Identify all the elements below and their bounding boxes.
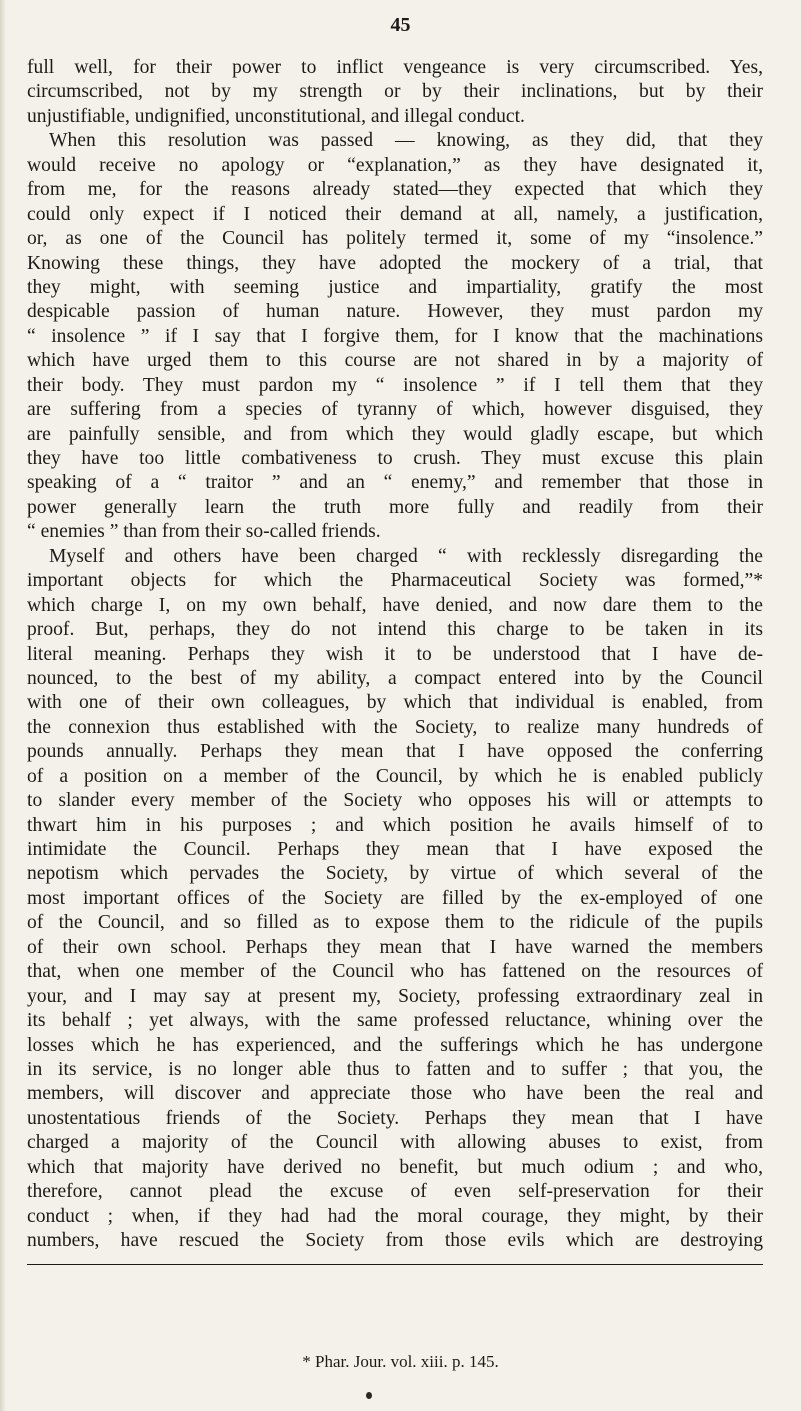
text-line: they have too little combativeness to crush. They must excuse this plain (27, 448, 763, 469)
text-line: nounced, to the best of my ability, a compact entered into by the Council (27, 667, 763, 689)
text-line: full well, for their power to inflict vengeance is very circumscribed. Yes, (27, 57, 763, 78)
text-line: could only expect if I noticed their demand at all, namely, a justification, (27, 203, 763, 225)
text-line: most important offices of the Society are filled by the ex-employed of one (27, 887, 763, 909)
text-line: their body. They must pardon my “ insolence ” if I tell them that they (27, 374, 763, 396)
text-line: which that majority have derived no benefit, but much odium ; and who, (27, 1156, 763, 1178)
text-line: Knowing these things, they have adopted the mockery of a trial, that (27, 252, 763, 274)
text-line: important objects for which the Pharmaceutical Society was formed,”* (27, 570, 763, 592)
text-line: proof. But, perhaps, they do not intend this charge to be taken in its (27, 619, 763, 641)
text-line: of a position on a member of the Council, by which he is enabled publicly (27, 765, 763, 787)
text-line: members, will discover and appreciate those who have been the real and (27, 1083, 763, 1105)
text-line: are suffering from a species of tyranny of which, however disguised, they (27, 399, 763, 421)
text-line: despicable passion of human nature. However, they must pardon my (27, 301, 763, 323)
body-text (27, 56, 763, 1253)
text-line: unjustifiable, undignified, unconstitutional, and illegal conduct. (27, 105, 525, 127)
text-line: pounds annually. Perhaps they mean that I have opposed the conferring (27, 741, 763, 763)
text-line: your, and I may say at present my, Society, professing extraordinary zeal in (27, 985, 763, 1007)
text-line: of their own school. Perhaps they mean that I have warned the members (27, 936, 763, 958)
text-line: Myself and others have been charged “ with recklessly disregarding the (49, 545, 763, 567)
text-line: power generally learn the truth more fully and readily from their (27, 496, 763, 518)
text-line: therefore, cannot plead the excuse of even self-preservation for their (27, 1181, 763, 1203)
text-line: circumscribed, not by my strength or by their inclinations, but by their (27, 81, 763, 103)
text-line: losses which he has experienced, and the sufferings which he has undergone (27, 1034, 763, 1056)
text-line: conduct ; when, if they had had the moral courage, they might, by their (27, 1205, 763, 1227)
footnote: * Phar. Jour. vol. xiii. p. 145. (302, 1352, 499, 1371)
text-line: When this resolution was passed — knowing, as they did, that they (49, 130, 763, 152)
text-line: “ insolence ” if I say that I forgive them, for I know that the machinations (27, 325, 763, 347)
page-number: 45 (390, 14, 411, 36)
text-line: its behalf ; yet always, with the same professed reluctance, whining over the (27, 1010, 763, 1032)
text-line: from me, for the reasons already stated—they expected that which they (27, 179, 763, 201)
text-line: the connexion thus established with the Society, to realize many hundreds of (27, 716, 763, 738)
footnote-rule (27, 1264, 763, 1265)
text-line: numbers, have rescued the Society from those evils which are destroying (27, 1230, 763, 1251)
text-line: which charge I, on my own behalf, have denied, and now dare them to the (27, 594, 763, 616)
text-line: literal meaning. Perhaps they wish it to be understood that I have de- (27, 643, 763, 665)
text-line: unostentatious friends of the Society. Perhaps they mean that I have (27, 1107, 763, 1129)
text-line: “ enemies ” than from their so-called friends. (27, 521, 381, 543)
ink-speck (366, 1392, 372, 1399)
text-line: with one of their own colleagues, by which that individual is enabled, from (27, 692, 763, 714)
text-line: nepotism which pervades the Society, by virtue of which several of the (27, 863, 763, 885)
text-line: thwart him in his purposes ; and which position he avails himself of to (27, 814, 763, 836)
text-line: of the Council, and so filled as to expose them to the ridicule of the pupils (27, 912, 763, 934)
text-line: are painfully sensible, and from which they would gladly escape, but which (27, 423, 763, 445)
text-line: to slander every member of the Society who opposes his will or attempts to (27, 790, 763, 812)
text-line: or, as one of the Council has politely termed it, some of my “insolence.” (27, 228, 763, 250)
text-line: speaking of a “ traitor ” and an “ enemy,” and remember that those in (27, 472, 763, 494)
text-line: intimidate the Council. Perhaps they mean that I have exposed the (27, 839, 763, 860)
text-line: in its service, is no longer able thus to fatten and to suffer ; that you, the (27, 1058, 763, 1080)
text-line: charged a majority of the Council with allowing abuses to exist, from (27, 1132, 763, 1154)
text-line: they might, with seeming justice and impartiality, gratify the most (27, 276, 763, 298)
text-line: which have urged them to this course are not shared in by a majority of (27, 350, 763, 372)
text-line: would receive no apology or “explanation,” as they have designated it, (27, 154, 763, 176)
text-line: that, when one member of the Council who has fattened on the resources of (27, 961, 763, 983)
page-edge-shadow (0, 0, 6, 1411)
